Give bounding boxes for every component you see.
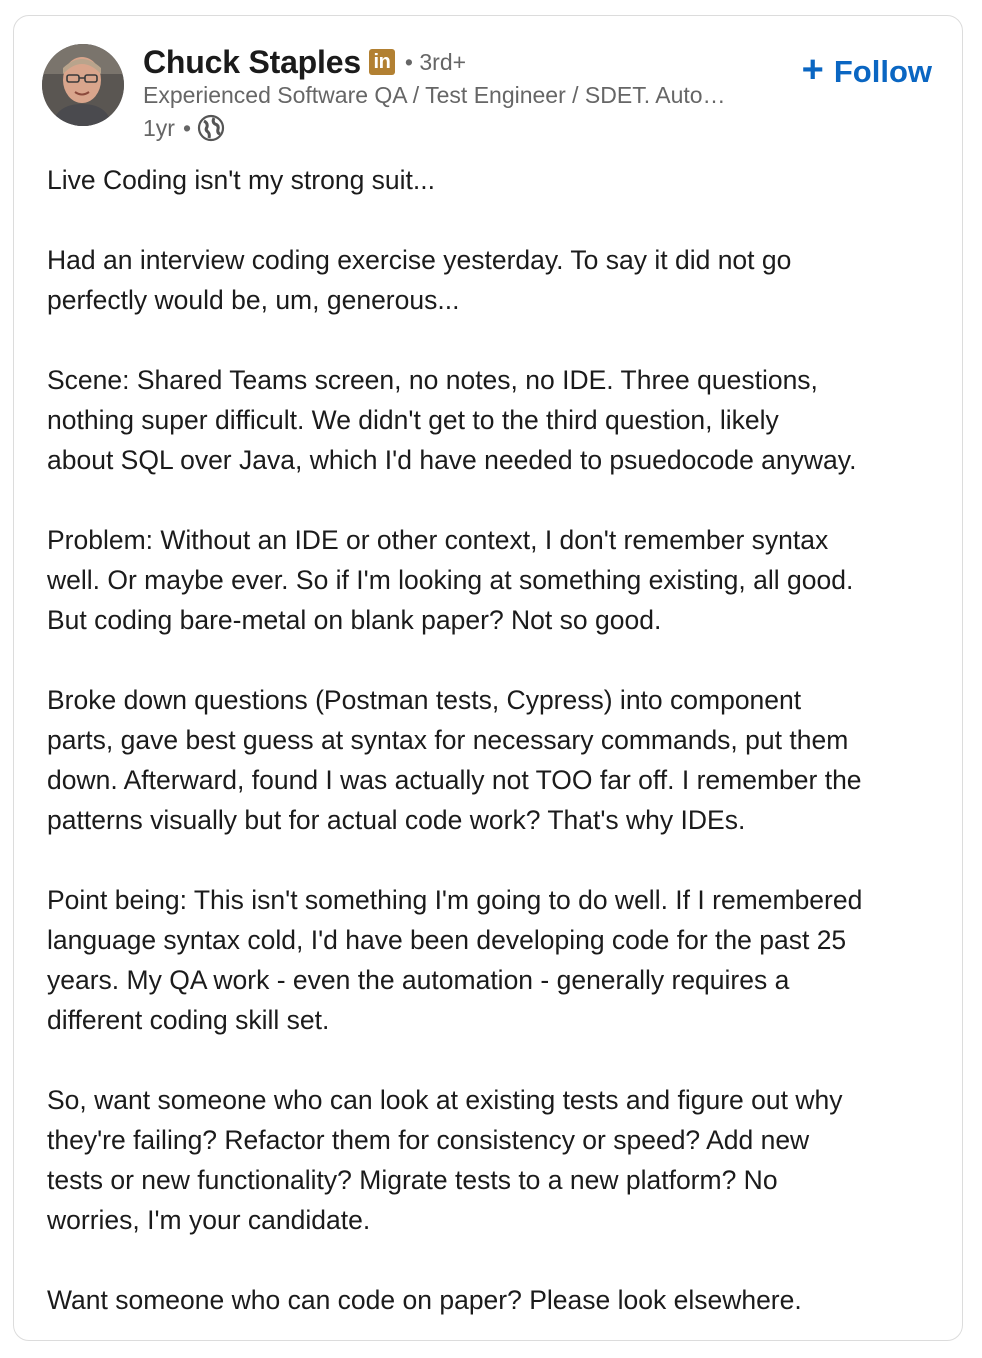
- profile-photo: [42, 44, 124, 126]
- author-headline: Experienced Software QA / Test Engineer / SDET. Auto…: [143, 82, 726, 108]
- meta-separator: •: [182, 114, 192, 141]
- globe-icon: [197, 114, 225, 142]
- post-paragraph: Problem: Without an IDE or other context, I don't remember syntax well. Or maybe ever. So if I'm looking at something existing, all good. But coding bare-metal on blank paper? Not so good.: [47, 525, 854, 635]
- post-paragraph: Scene: Shared Teams screen, no notes, no IDE. Three questions, nothing super difficult. We didn't get to the third question, likely about SQL over Java, which I'd have needed to psuedocode anyway.: [47, 365, 857, 475]
- connection-degree: • 3rd+: [404, 48, 467, 75]
- post-paragraph: So, want someone who can look at existing tests and figure out why they're failing? Refactor them for consistency or speed? Add new tests or new functionality? Migrate tests to a new platform? No worries, I'm your candidate.: [47, 1085, 843, 1235]
- linkedin-premium-icon: in: [369, 49, 395, 75]
- post-paragraph: Had an interview coding exercise yesterday. To say it did not go perfectly would be, um, generous...: [47, 245, 792, 315]
- post-paragraph: Broke down questions (Postman tests, Cypress) into component parts, gave best guess at syntax for necessary commands, put them down. Afterward, found I was actually not TOO far off. I remember the patterns visually but for actual code work? That's why IDEs.: [47, 685, 862, 835]
- post-body: [47, 160, 952, 1320]
- follow-button[interactable]: [801, 49, 932, 91]
- follow-label: Follow: [833, 54, 932, 89]
- post-time[interactable]: 1yr: [143, 114, 175, 141]
- post-card: [13, 15, 963, 1341]
- post-paragraph: Live Coding isn't my strong suit...: [47, 165, 436, 195]
- post-paragraph: Want someone who can code on paper? Please look elsewhere.: [47, 1285, 802, 1315]
- post-meta: [143, 113, 225, 143]
- author-name-row: [143, 42, 466, 82]
- author-avatar[interactable]: [42, 44, 124, 126]
- author-name[interactable]: Chuck Staples: [143, 43, 361, 80]
- post-paragraph: Point being: This isn't something I'm going to do well. If I remembered language syntax cold, I'd have been developing code for the past 25 years. My QA work - even the automation - generally requires a different coding skill set.: [47, 885, 863, 1035]
- plus-icon: +: [801, 49, 824, 91]
